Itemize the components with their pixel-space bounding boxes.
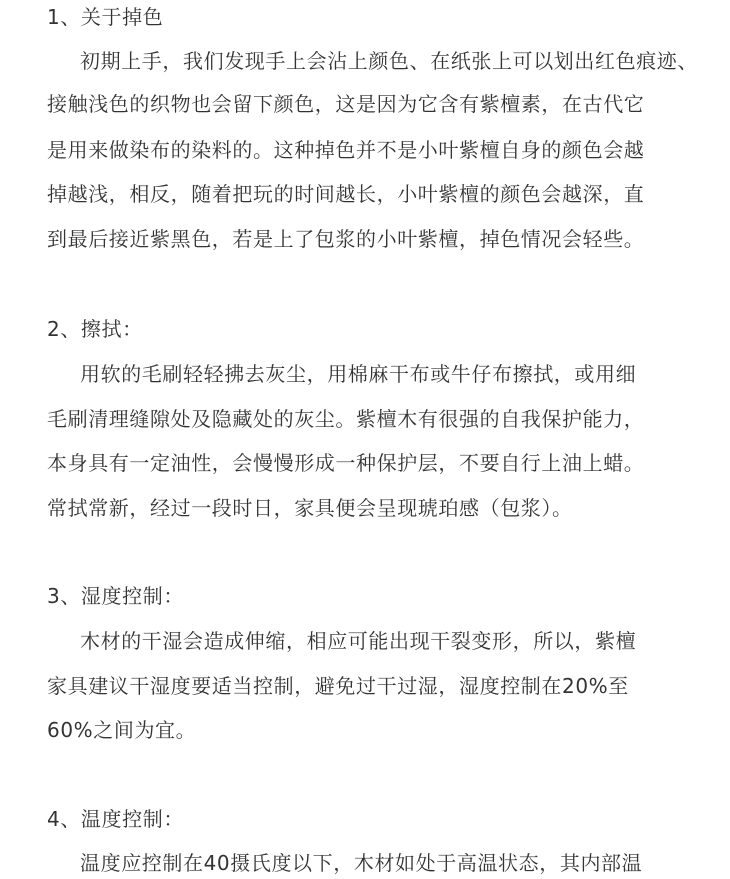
paragraph-line: 常拭常新，经过一段时日，家具便会呈现琥珀感（包浆）。 bbox=[47, 496, 573, 520]
paragraph-line: 家具建议干湿度要适当控制，避免过干过湿，湿度控制在20%至 bbox=[47, 674, 629, 698]
section-heading: 1、关于掉色 bbox=[47, 5, 164, 29]
paragraph-line: 到最后接近紫黑色，若是上了包浆的小叶紫檀，掉色情况会轻些。 bbox=[47, 227, 645, 251]
paragraph-line: 温度应控制在40摄氏度以下，木材如处于高温状态，其内部温 bbox=[80, 851, 643, 875]
section-heading: 4、温度控制： bbox=[47, 807, 184, 831]
paragraph-line: 用软的毛刷轻轻拂去灰尘，用棉麻干布或牛仔布擦拭，或用细 bbox=[80, 362, 637, 386]
section-heading: 3、湿度控制： bbox=[47, 584, 184, 608]
section-heading: 2、擦拭： bbox=[47, 317, 143, 341]
paragraph-line: 初期上手，我们发现手上会沾上颜色、在纸张上可以划出红色痕迹、 bbox=[80, 49, 698, 73]
paragraph-line: 木材的干湿会造成伸缩，相应可能出现干裂变形，所以，紫檀 bbox=[80, 629, 637, 653]
paragraph-line: 接触浅色的织物也会留下颜色，这是因为它含有紫檀素，在古代它 bbox=[47, 92, 645, 116]
paragraph-line: 本身具有一定油性，会慢慢形成一种保护层，不要自行上油上蜡。 bbox=[47, 451, 645, 475]
paragraph-line: 60%之间为宜。 bbox=[47, 718, 197, 742]
paragraph-line: 毛刷清理缝隙处及隐藏处的灰尘。紫檀木有很强的自我保护能力， bbox=[47, 407, 645, 431]
paragraph-line: 是用来做染布的染料的。这种掉色并不是小叶紫檀自身的颜色会越 bbox=[47, 138, 645, 162]
paragraph-line: 掉越浅，相反，随着把玩的时间越长，小叶紫檀的颜色会越深，直 bbox=[47, 182, 645, 206]
